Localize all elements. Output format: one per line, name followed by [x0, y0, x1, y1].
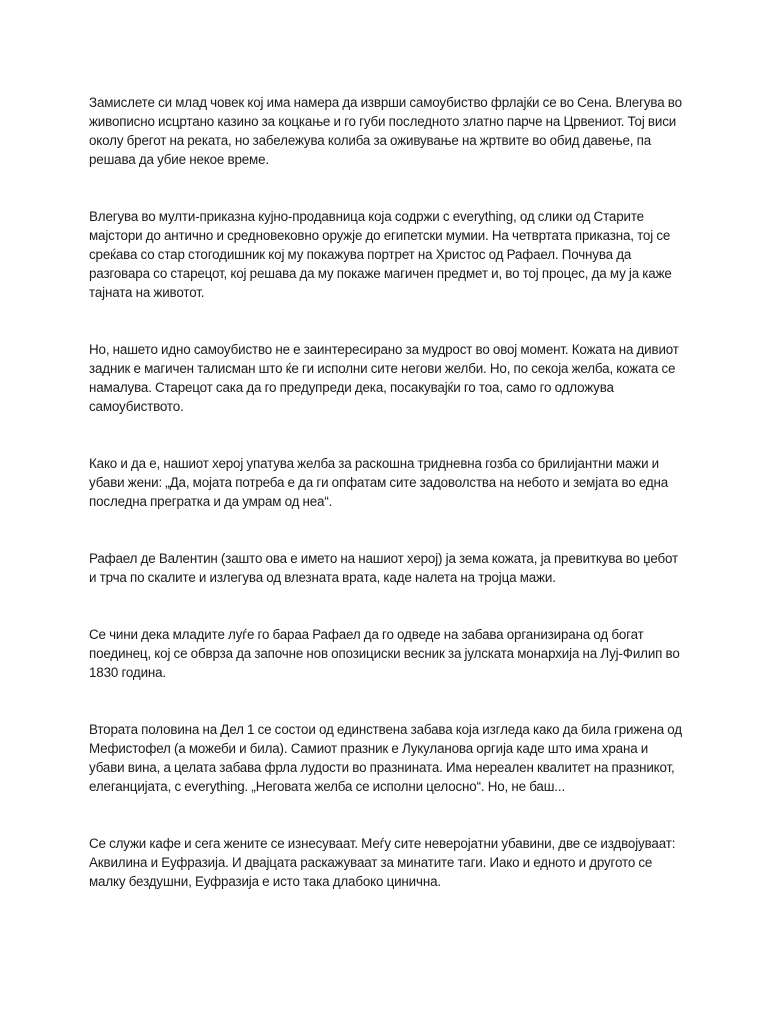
paragraph-2: Влегува во мулти-приказна кујно-продавница која содржи с everything, од слики од Старите мајстори до антично и средновековно оружје до египетски мумии. На четвртата приказна, тој се среќава со стар стогодишник кој му покажува портрет на Христос од Рафаел. Почнува да разговара со старецот, кој решава да му покаже магичен предмет и, во тој процес, да му ја каже тајната на животот.: [89, 209, 672, 300]
paragraph-1: Замислете си млад човек кој има намера да изврши самоубиство фрлајќи се во Сена. Влегува во живописно исцртано казино за коцкање и го губи последното златно парче на Црвениот. Тој виси околу брегот на реката, но забележува колиба за оживување на жртвите во обид давење, па решава да убие некое време.: [89, 95, 682, 167]
paragraph-3: Но, нашето идно самоубиство не е заинтересирано за мудрост во овој момент. Кожата на дивиот задник е магичен талисман што ќе ги исполни сите негови желби. Но, по секоја желба, кожата се намалува. Старецот сака да го предупреди дека, посакувајќи го тоа, само го одложува самоубиството.: [89, 342, 679, 414]
document-body: [89, 93, 684, 929]
paragraph-4: Како и да е, нашиот херој упатува желба за раскошна тридневна гозба со брилијантни мажи и убави жени: „Да, мојата потреба е да ги опфатам сите задоволства на небото и земјата во една последна прегратка и да умрам од неа“.: [89, 456, 669, 509]
paragraph-7: Втората половина на Дел 1 се состои од единствена забава која изгледа како да била грижена од Мефистофел (а можеби и била). Самиот празник е Лукуланова оргија каде што има храна и убави вина, а целата забава фрла лудости во празнината. Има нереален квалитет на празникот, елеганцијата, с everything. „Неговата желба се исполни целосно“. Но, не баш...: [89, 722, 682, 794]
paragraph-8: Се служи кафе и сега жените се изнесуваат. Меѓу сите неверојатни убавини, две се издвојуваат: Аквилина и Еуфразија. И двајцата раскажуваат за минатите таги. Иако и едното и другото се малку бездушни, Еуфразија е исто така длабоко цинична.: [89, 836, 676, 889]
paragraph-5: Рафаел де Валентин (зашто ова е името на нашиот херој) ја зема кожата, ја превиткува во џебот и трча по скалите и излегува од влезната врата, каде налета на тројца мажи.: [89, 551, 678, 585]
paragraph-6: Се чини дека младите луѓе го бараа Рафаел да го одведе на забава организирана од богат поединец, кој се обврза да започне нов опозициски весник за јулската монархија на Луј-Филип во 1830 година.: [89, 627, 680, 680]
